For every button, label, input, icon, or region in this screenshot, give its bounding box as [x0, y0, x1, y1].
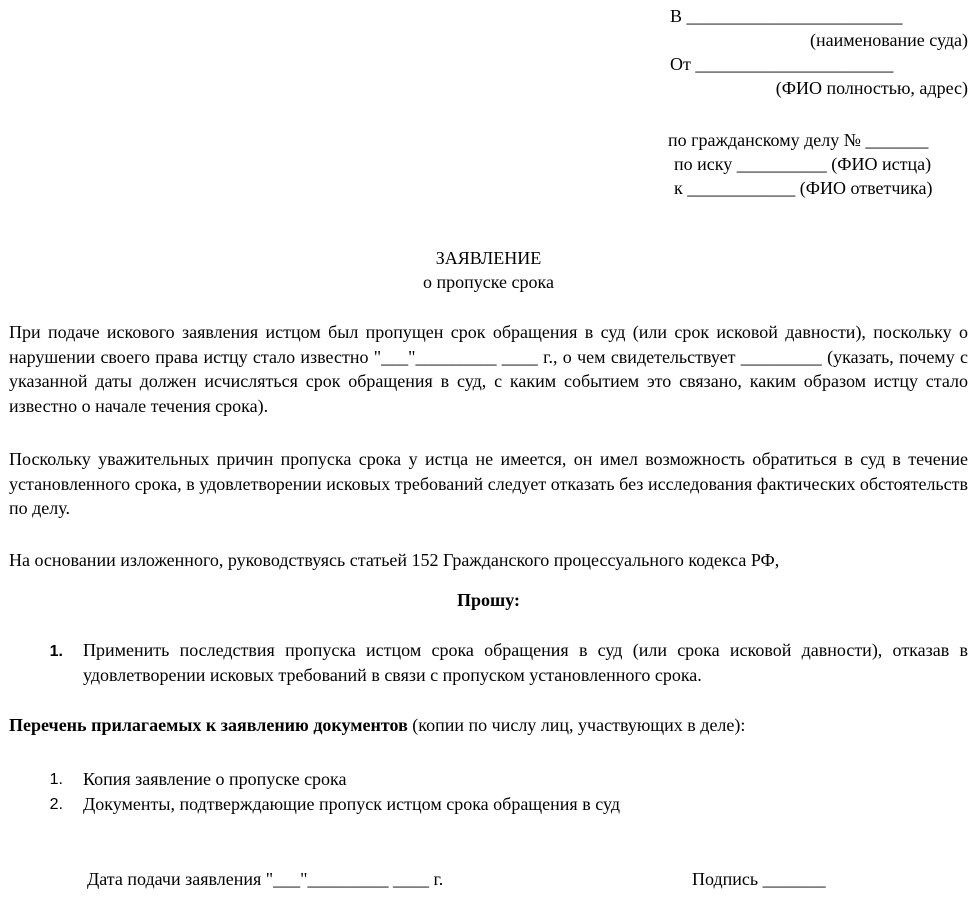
- signature-line: Подпись _______: [692, 869, 826, 889]
- attachment-number: 1.: [49, 771, 63, 788]
- request-heading: Прошу:: [457, 590, 520, 610]
- filing-date-line: Дата подачи заявления "___"_________ ____ г.: [87, 869, 444, 889]
- document-title: ЗАЯВЛЕНИЕ: [435, 248, 542, 268]
- court-line: В ________________________: [670, 6, 903, 26]
- attachment-item: Документы, подтверждающие пропуск истцом срока обращения в суд: [83, 794, 620, 814]
- case-number-line: по гражданскому делу № _______: [668, 130, 929, 150]
- attachment-number: 2.: [49, 796, 63, 813]
- attachments-heading-note: (копии по числу лиц, участвующих в деле):: [407, 715, 746, 735]
- attachments-heading: [9, 713, 745, 737]
- paragraph-missed-deadline: При подаче искового заявления истцом был пропущен срок обращения в суд (или срок исковой давности), поскольку о нарушении своего права истцу стало известно "___"_________ ____ г., о чем свидетельствует _________ (указать, почему с указанной даты должен исчисляться срок обращения в суд, с каким событием это связано, каким образом истцу стало известно о начале течения срока).: [9, 322, 968, 416]
- defendant-line: к ____________ (ФИО ответчика): [674, 178, 933, 198]
- court-hint: (наименование суда): [809, 30, 968, 50]
- plaintiff-line: по иску __________ (ФИО истца): [674, 154, 932, 174]
- document-subtitle: о пропуске срока: [423, 272, 554, 292]
- person-hint: (ФИО полностью, адрес): [775, 78, 968, 98]
- paragraph-legal-basis: На основании изложенного, руководствуясь статьей 152 Гражданского процессуального кодекса РФ,: [9, 550, 780, 570]
- attachments-heading-bold: Перечень прилагаемых к заявлению документов: [9, 715, 408, 735]
- paragraph-no-valid-reasons: Поскольку уважительных причин пропуска срока у истца не имеется, он имел возможность обратиться в суд в течение установленного срока, в удовлетворении исковых требований следует отказать без исследования фактических обстоятельств по делу.: [9, 449, 968, 518]
- request-number: 1.: [49, 643, 63, 660]
- from-line: От ______________________: [670, 54, 894, 74]
- request-item-text: Применить последствия пропуска истцом срока обращения в суд (или срока исковой давности), отказав в удовлетворении исковых требований в связи с пропуском установленного срока.: [83, 640, 968, 685]
- attachment-item: Копия заявление о пропуске срока: [83, 769, 347, 789]
